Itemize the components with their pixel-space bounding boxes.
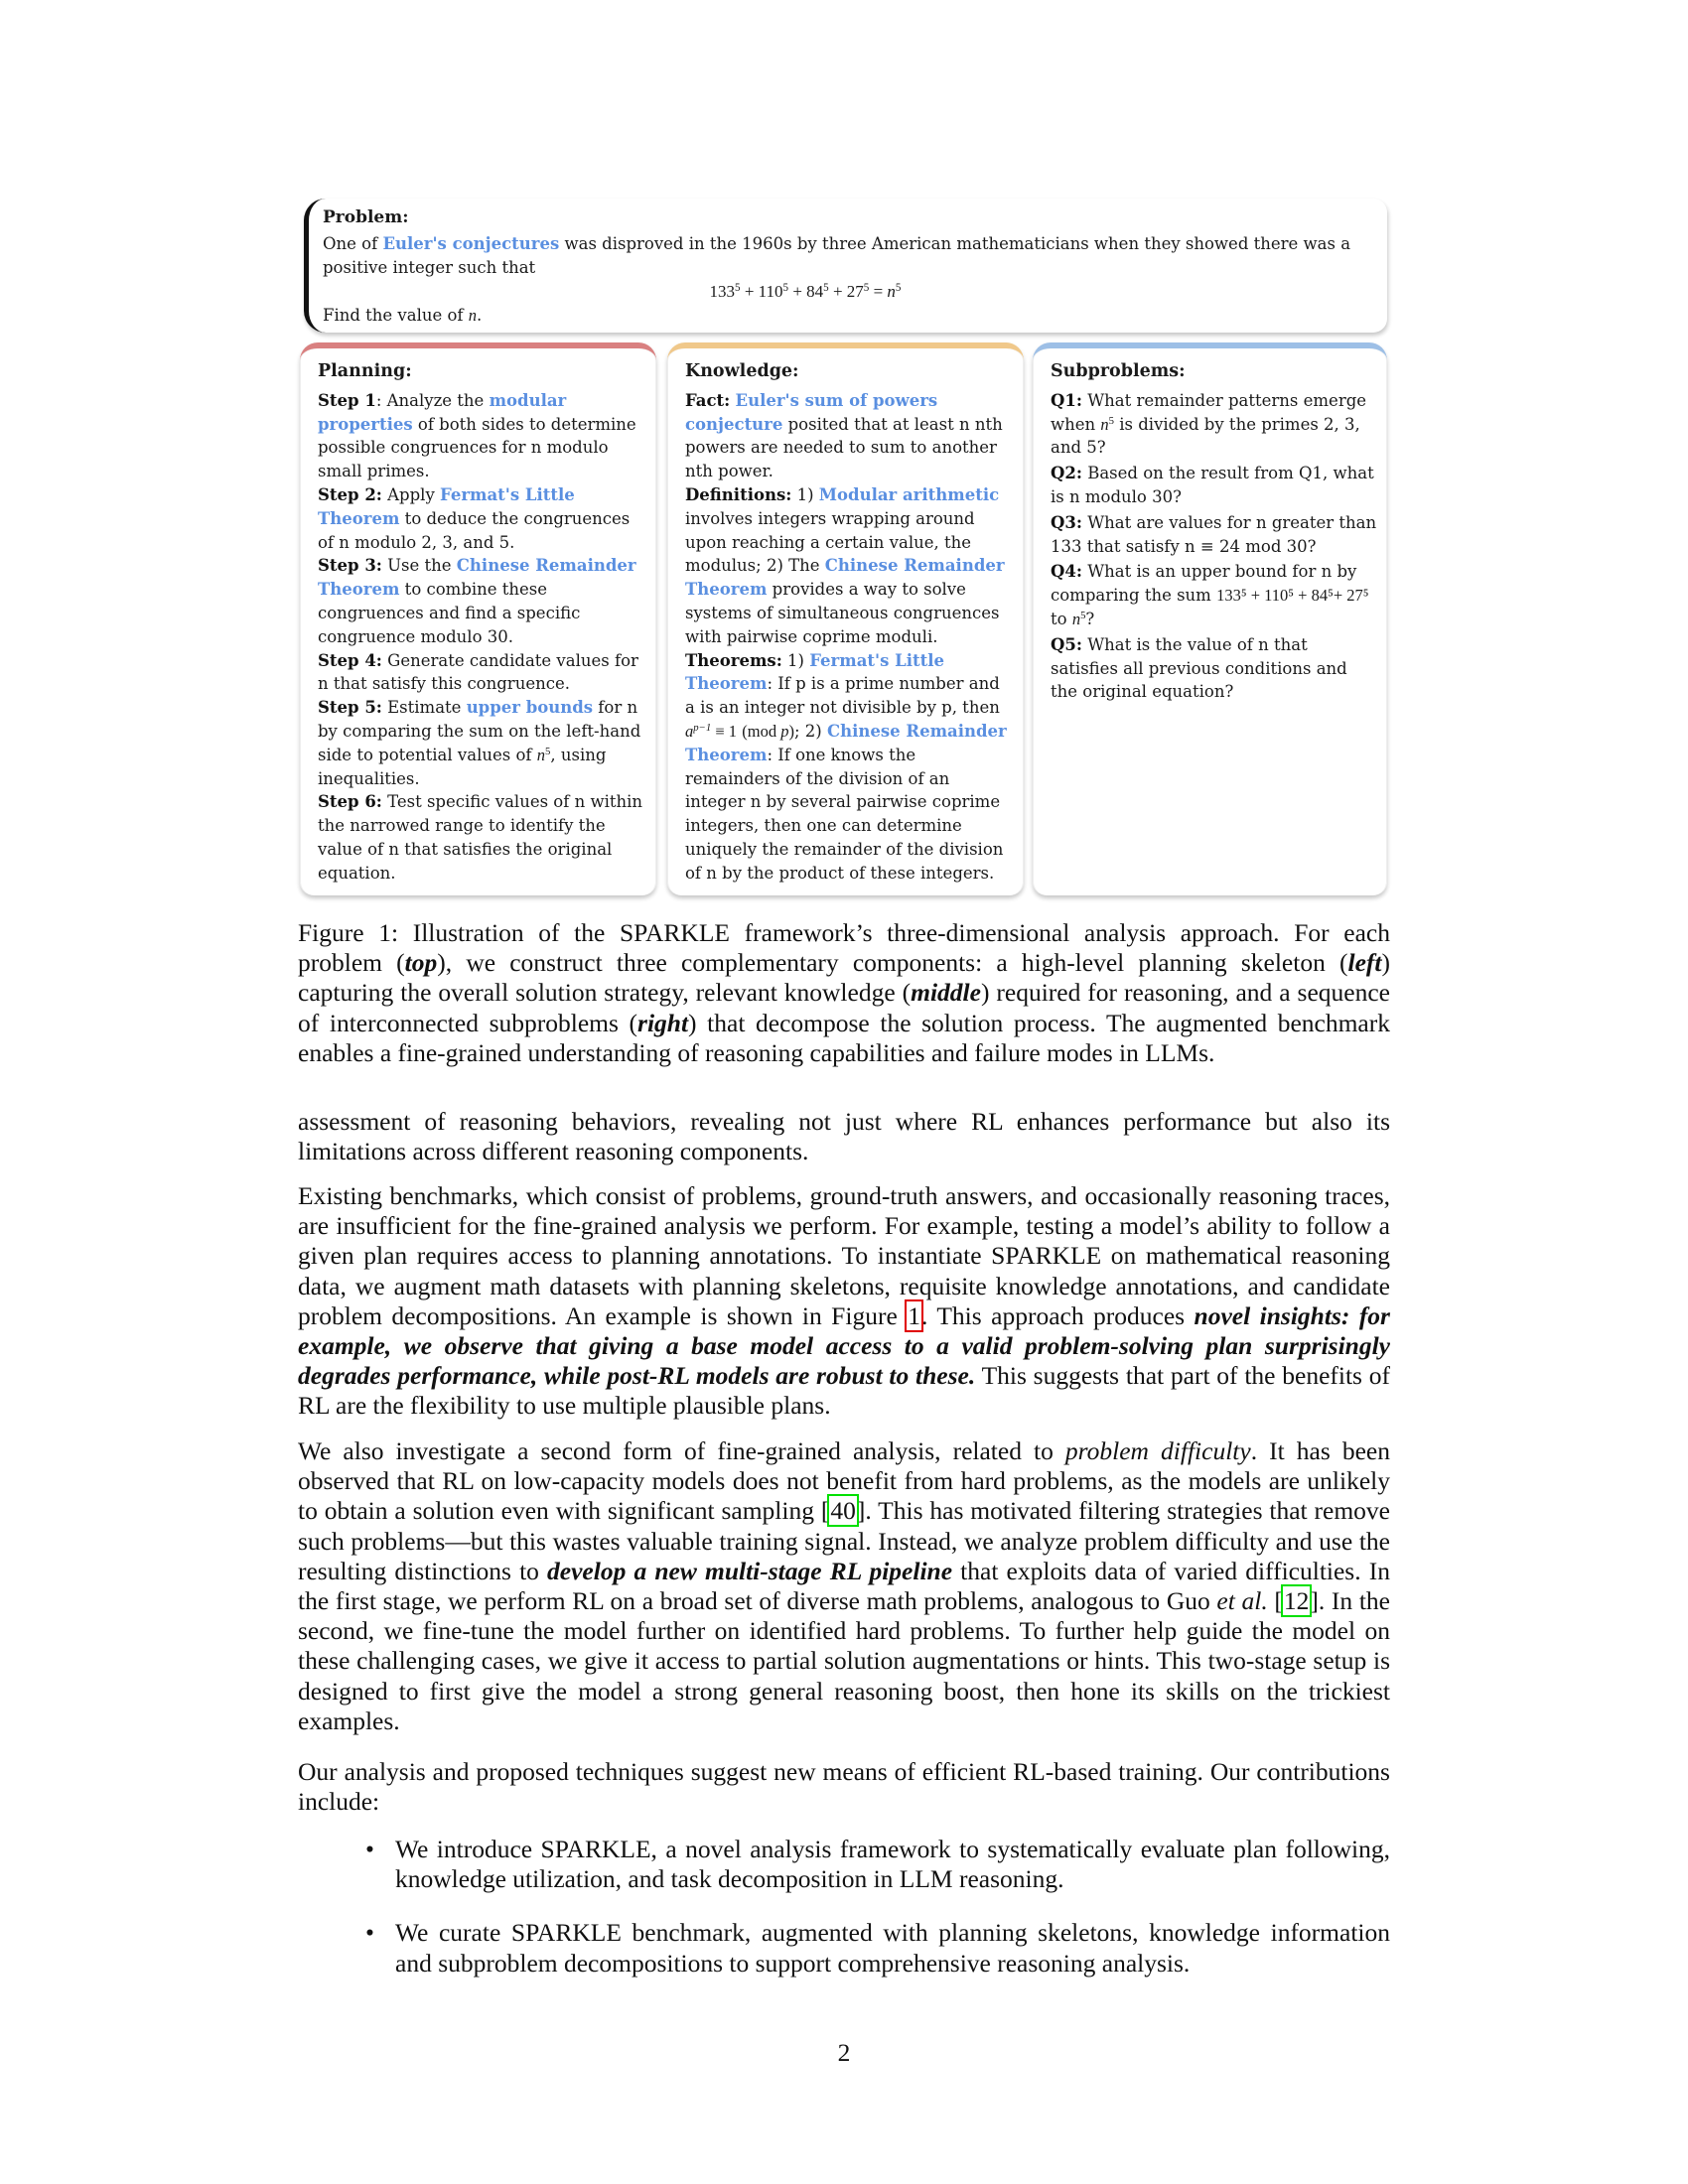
subproblem-q2: Q2: Based on the result from Q1, what is n modulo 30? (1051, 464, 1374, 506)
body-paragraph-4: Our analysis and proposed techniques suggest new means of efficient RL-based training. Our contributions include: (298, 1757, 1390, 1817)
figure-1-reference-link[interactable]: 1 (908, 1300, 920, 1330)
contribution-item: • We introduce SPARKLE, a novel analysis framework to systematically evaluate plan following, knowledge utilization, and task decomposition in LLM reasoning. (365, 1835, 1390, 1894)
bullet-icon: • (365, 1835, 374, 1863)
knowledge-theorems: Theorems: 1) Fermat's Little Theorem: If p is a prime number and a is an integer not divisible by p, then $a^{p-1} \equiv 1$ (mod p); 2) Chinese Remainder Theorem: If one knows the remainders of the division of an integer n by several pairwise coprime integers, then one can determine uniquely the remainder of the division of n by the product of these integers. (685, 650, 1007, 883)
planning-step: Step 3: Use the Chinese Remainder Theorem to combine these congruences and find a specific congruence modulo 30. (318, 556, 636, 646)
planning-step: Step 6: Test specific values of n within the narrowed range to identify the value of n that satisfies the original equation. (318, 792, 643, 883)
eulers-sum-of-powers-link[interactable]: Euler's sum of powers conjecture (685, 390, 938, 434)
citation-40-link[interactable]: 40 (830, 1496, 856, 1526)
planning-box (300, 342, 656, 895)
subproblem-q5: Q5: What is the value of n that satisfies all previous conditions and the original equation? (1051, 634, 1347, 702)
knowledge-box (667, 342, 1024, 895)
problem-title: Problem: (323, 207, 409, 227)
planning-step: Step 2: Apply Fermat's Little Theorem to deduce the congruences of n modulo 2, 3, and 5. (318, 484, 631, 552)
knowledge-title: Knowledge: (685, 361, 799, 381)
planning-step: Step 4: Generate candidate values for n that satisfy this congruence. (318, 650, 638, 694)
chinese-remainder-theorem-link[interactable]: Chinese Remainder Theorem (685, 556, 1005, 600)
page-number: 2 (837, 2038, 851, 2067)
chinese-remainder-theorem-link[interactable]: Chinese Remainder Theorem (685, 721, 1007, 764)
knowledge-definitions: Definitions: 1) Modular arithmetic involves integers wrapping around upon reaching a certain value, the modulus; 2) The Chinese Remainder Theorem provides a way to solve systems of simultaneous congruences with pairwise coprime moduli. (685, 484, 1005, 646)
problem-question: Find the value of n. (323, 306, 483, 326)
body-paragraph-1: assessment of reasoning behaviors, revealing not just where RL enhances performance but also its limitations across different reasoning components. (298, 1107, 1390, 1166)
problem-statement: One of Euler's conjectures was disproved in the 1960s by three American mathematicians when they showed there was a positive integer such that (323, 233, 1351, 277)
citation-12-link[interactable]: 12 (1283, 1586, 1310, 1616)
modular-properties-link[interactable]: modular properties (318, 390, 567, 434)
planning-step: Step 5: Estimate upper bounds for n by comparing the sum on the left-hand side to potential values of $n^5$, using inequalities. (318, 698, 641, 788)
figure-caption: Figure 1: Illustration of the SPARKLE framework’s three-dimensional analysis approach. For each problem (top), we construct three complementary components: a high-level planning skeleton (left) capturing the overall solution strategy, relevant knowledge (middle) required for reasoning, and a sequence of interconnected subproblems (right) that decompose the solution process. The augmented benchmark enables a fine-grained understanding of reasoning capabilities and failure modes in LLMs. (298, 918, 1390, 1067)
planning-title: Planning: (318, 361, 412, 381)
subproblem-q3: Q3: What are values for n greater than 133 that satisfy n ≡ 24 mod 30? (1051, 512, 1377, 556)
eulers-conjectures-link[interactable]: Euler's conjectures (382, 233, 560, 253)
knowledge-fact: Fact: Euler's sum of powers conjecture posited that at least n nth powers are needed to sum to another nth power. (685, 390, 1003, 481)
fermats-little-theorem-link[interactable]: Fermat's Little Theorem (318, 484, 575, 528)
contribution-item: • We curate SPARKLE benchmark, augmented with planning skeletons, knowledge information and subproblem decompositions to support comprehensive reasoning analysis. (365, 1918, 1390, 1978)
contributions-list (357, 1835, 1390, 2002)
modular-arithmetic-link[interactable]: Modular arithmetic (818, 484, 1000, 504)
fermats-little-theorem-link[interactable]: Fermat's Little Theorem (685, 650, 944, 694)
bullet-icon: • (365, 1918, 374, 1948)
body-paragraph-2: Existing benchmarks, which consist of problems, ground-truth answers, and occasionally reasoning traces, are insufficient for the fine-grained analysis we perform. For example, testing a model’s ability to follow a given plan requires access to planning annotations. To instantiate SPARKLE on mathematical reasoning data, we augment math datasets with planning skeletons, requisite knowledge annotations, and candidate problem decompositions. An example is shown in Figure 1. This approach produces novel insights: for example, we observe that giving a base model access to a valid problem-solving plan surprisingly degrades performance, while post-RL models are robust to these. This suggests that part of the benefits of RL are the flexibility to use multiple plausible plans. (298, 1181, 1390, 1421)
problem-box (304, 199, 1387, 333)
chinese-remainder-theorem-link[interactable]: Chinese Remainder Theorem (318, 556, 636, 600)
body-paragraph-3: We also investigate a second form of fine-grained analysis, related to problem difficulty. It has been observed that RL on low-capacity models does not benefit from hard problems, as the models are unlikely to obtain a solution even with significant sampling [40]. This has motivated filtering strategies that remove such problems—but this wastes valuable training signal. Instead, we analyze problem difficulty and use the resulting distinctions to develop a new multi-stage RL pipeline that exploits data of varied difficulties. In the first stage, we perform RL on a broad set of diverse math problems, analogous to Guo et al. [12]. In the second, we fine-tune the model further on identified hard problems. To further help guide the model on these challenging cases, we give it access to partial solution augmentations or hints. This two-stage setup is designed to first give the model a strong general reasoning boost, then hone its skills on the trickiest examples. (298, 1436, 1390, 1735)
subproblems-box (1033, 342, 1387, 895)
problem-equation: $133^5 + 110^5 + 84^5 + 27^5 = n^5$ (709, 282, 902, 302)
planning-step: Step 1: Analyze the modular properties of both sides to determine possible congruences for n modulo small primes. (318, 390, 636, 481)
subproblems-title: Subproblems: (1051, 361, 1186, 381)
subproblem-q4: Q4: What is an upper bound for n by comparing the sum 133⁵ + 110⁵ + 84⁵+ 27⁵ to $n^5$? (1051, 562, 1369, 628)
subproblem-q1: Q1: What remainder patterns emerge when $n^5$ is divided by the primes 2, 3, and 5? (1051, 390, 1367, 458)
upper-bounds-link[interactable]: upper bounds (466, 698, 594, 718)
